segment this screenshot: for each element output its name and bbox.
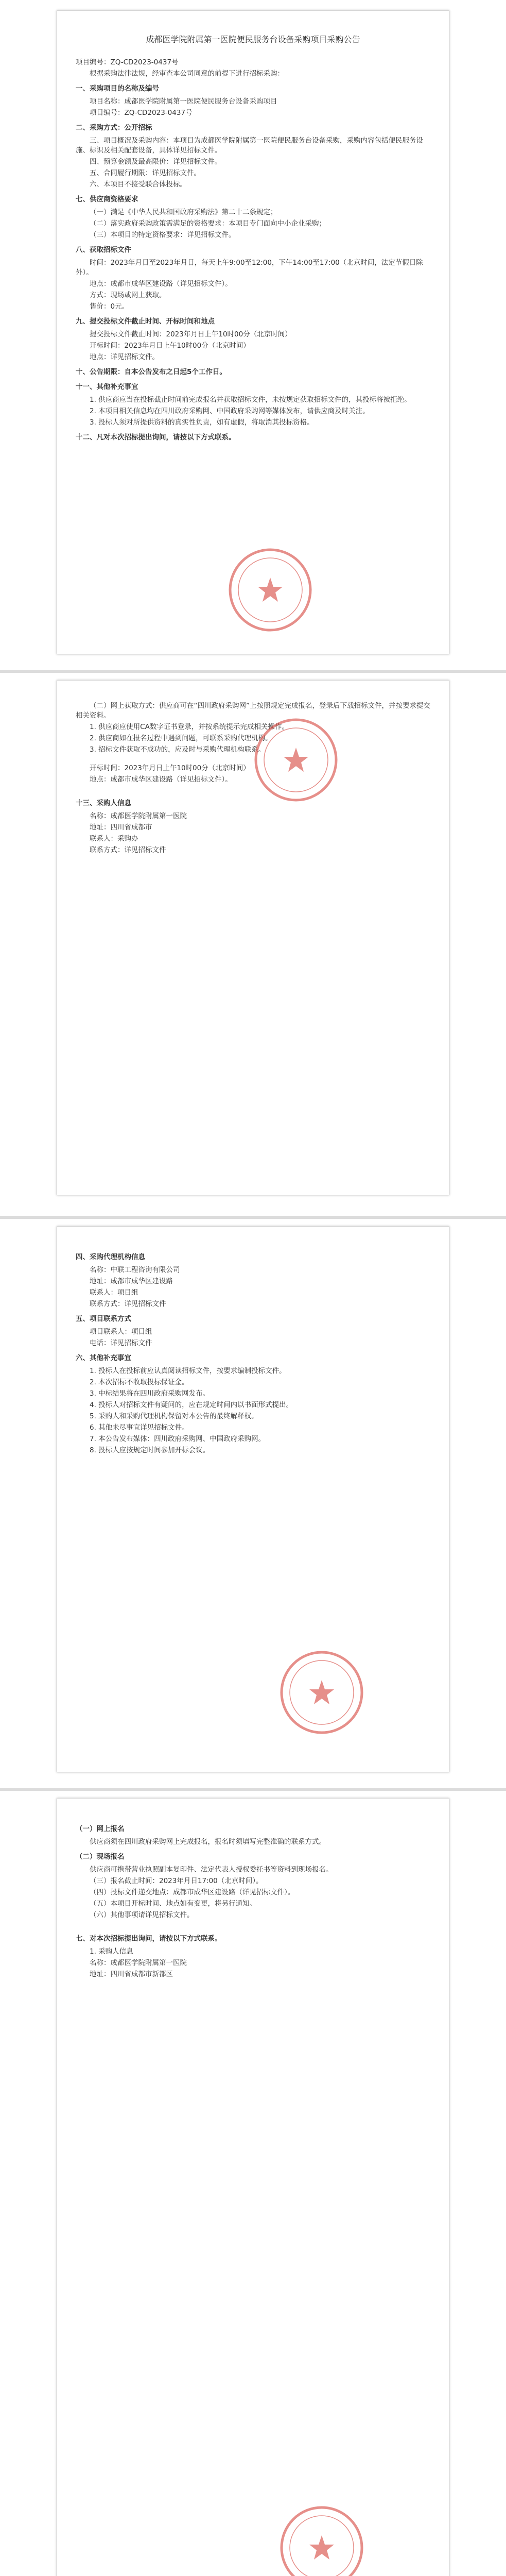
- paragraph: 名称：成都医学院附属第一医院: [90, 812, 187, 820]
- section-heading: 四、采购代理机构信息: [76, 1253, 145, 1261]
- paragraph: 项目联系人：项目组: [90, 1328, 152, 1336]
- paragraph: 地址：四川省成都市新都区: [90, 1970, 173, 1978]
- paragraph: 开标时间：2023年月日上午10时00分（北京时间）: [90, 764, 250, 772]
- section-heading: 七、供应商资格要求: [76, 195, 138, 204]
- page-divider: [0, 1216, 506, 1219]
- paragraph: 2. 本项目相关信息均在四川政府采购网、中国政府采购网等媒体发布，请供应商及时关注。: [90, 407, 370, 415]
- paragraph: 3. 招标文件获取不成功的，应及时与采购代理机构联系。: [90, 745, 266, 754]
- paragraph: 六、本项目不接受联合体投标。: [90, 180, 187, 189]
- paragraph: 地址：成都市成华区建设路: [90, 1277, 173, 1285]
- paragraph: 1. 投标人在投标前应认真阅读招标文件，按要求编制投标文件。: [90, 1367, 286, 1375]
- paragraph: 电话：详见招标文件: [90, 1339, 152, 1347]
- paragraph: 开标时间：2023年月日上午10时00分（北京时间）: [90, 342, 250, 350]
- paragraph: （二）落实政府采购政策需满足的资格要求：本项目专门面向中小企业采购；: [90, 219, 326, 228]
- section-heading: 二、采购方式：公开招标: [76, 124, 152, 132]
- paragraph: 方式：现场或网上获取。: [90, 291, 166, 299]
- paragraph: 地点：成都市成华区建设路（详见招标文件）。: [90, 775, 232, 784]
- paragraph: 1. 供应商应使用CA数字证书登录，并按系统提示完成相关操作。: [90, 723, 289, 731]
- page-divider: [0, 670, 506, 673]
- document-page-4: [57, 1798, 449, 2576]
- paragraph: 时间：2023年月日至2023年月日，每天上午9:00至12:00，下午14:00至17:00（北京时间，法定节假日除外）。: [76, 259, 423, 277]
- paragraph: 供应商可携带营业执照副本复印件、法定代表人授权委托书等资料到现场报名。: [90, 1866, 333, 1874]
- section-heading: 五、项目联系方式: [76, 1315, 131, 1323]
- paragraph: 三、项目概况及采购内容：本项目为成都医学院附属第一医院便民服务台设备采购，采购内容包括便民服务设施、标识及相关配套设备，具体详见招标文件。: [76, 137, 423, 155]
- page-title: 成都医学院附属第一医院便民服务台设备采购项目采购公告: [146, 35, 360, 44]
- page1-body: [76, 84, 430, 443]
- paragraph: 四、预算金额及最高限价：详见招标文件。: [90, 158, 222, 166]
- section-heading: 八、获取招标文件: [76, 246, 131, 254]
- paragraph: 2. 供应商如在报名过程中遇到问题，可联系采购代理机构。: [90, 734, 272, 742]
- paragraph: （一）满足《中华人民共和国政府采购法》第二十二条规定；: [90, 208, 277, 216]
- official-seal-image: [253, 717, 339, 803]
- paragraph: 2. 本次招标不收取投标保证金。: [90, 1378, 189, 1386]
- paragraph: （四）投标文件递交地点：成都市成华区建设路（详见招标文件）。: [90, 1888, 295, 1896]
- paragraph: 地址：四川省成都市: [90, 823, 152, 832]
- page-divider: [0, 1788, 506, 1791]
- paragraph: 地点：成都市成华区建设路（详见招标文件）。: [90, 280, 232, 288]
- paragraph: 五、合同履行期限：详见招标文件。: [90, 169, 201, 177]
- paragraph: 联系人：项目组: [90, 1289, 138, 1297]
- paragraph: 5. 采购人和采购代理机构保留对本公告的最终解释权。: [90, 1412, 258, 1420]
- paragraph: 3. 中标结果将在四川政府采购网发布。: [90, 1389, 210, 1398]
- paragraph: 3. 投标人须对所提供资料的真实性负责，如有虚假，将取消其投标资格。: [90, 418, 314, 427]
- section-heading: （二）现场报名: [76, 1853, 125, 1861]
- paragraph: （三）报名截止时间：2023年月日17:00（北京时间）。: [90, 1877, 263, 1885]
- paragraph: 提交投标文件截止时间：2023年月日上午10时00分（北京时间）: [90, 330, 292, 338]
- paragraph: 联系方式：详见招标文件: [90, 846, 166, 854]
- paragraph: 项目编号：ZQ-CD2023-0437号: [90, 109, 193, 117]
- official-seal-image: [227, 547, 313, 633]
- official-seal-image: [278, 1649, 365, 1736]
- document-page-2: [57, 680, 449, 1195]
- intro-paragraph: 根据采购法律法规，经审查本公司同意的前提下进行招标采购：: [90, 70, 284, 78]
- section-heading: 十、公告期限：自本公告发布之日起5个工作日。: [76, 368, 226, 376]
- paragraph: 6. 其他未尽事宜详见招标文件。: [90, 1423, 189, 1432]
- section-heading: 十一、其他补充事宜: [76, 383, 138, 391]
- paragraph: 1. 供应商应当在投标截止时间前完成报名并获取招标文件，未按规定获取招标文件的，其投标将被拒绝。: [90, 396, 411, 404]
- official-seal-image: [278, 2504, 365, 2576]
- section-heading: 十三、采购人信息: [76, 799, 131, 807]
- section-heading: 一、采购项目的名称及编号: [76, 84, 159, 93]
- paragraph: 供应商须在四川政府采购网上完成报名，报名时须填写完整准确的联系方式。: [90, 1838, 326, 1846]
- paragraph: 地点：详见招标文件。: [90, 353, 159, 361]
- paragraph: （五）本项目开标时间、地点如有变更，将另行通知。: [90, 1900, 256, 1908]
- paragraph: （二）网上获取方式：供应商可在“四川政府采购网”上按照规定完成报名，登录后下载招标文件，并按要求提交相关资料。: [76, 702, 430, 720]
- paragraph: 联系方式：详见招标文件: [90, 1300, 166, 1308]
- paragraph: 1. 采购人信息: [90, 1947, 133, 1956]
- paragraph: 售价：0元。: [90, 302, 129, 311]
- section-heading: 七、对本次招标提出询问，请按以下方式联系。: [76, 1935, 222, 1943]
- paragraph: 7. 本公告发布媒体：四川政府采购网、中国政府采购网。: [90, 1435, 266, 1443]
- section-heading: 六、其他补充事宜: [76, 1354, 131, 1362]
- section-heading: 九、提交投标文件截止时间、开标时间和地点: [76, 317, 215, 326]
- section-heading: （一）网上报名: [76, 1825, 125, 1833]
- paragraph: 名称：成都医学院附属第一医院: [90, 1959, 187, 1967]
- paragraph: 联系人：采购办: [90, 835, 138, 843]
- paragraph: 项目名称：成都医学院附属第一医院便民服务台设备采购项目: [90, 97, 277, 106]
- project-info: 项目编号：ZQ-CD2023-0437号: [76, 58, 179, 66]
- document-page-1: [57, 10, 449, 654]
- paragraph: （三）本项目的特定资格要求：详见招标文件。: [90, 231, 236, 239]
- paragraph: （六）其他事项请详见招标文件。: [90, 1911, 194, 1919]
- section-heading: 十二、凡对本次招标提出询问，请按以下方式联系。: [76, 433, 236, 442]
- document-page-3: [57, 1226, 449, 1772]
- paragraph: 4. 投标人对招标文件有疑问的，应在规定时间内以书面形式提出。: [90, 1401, 293, 1409]
- paragraph: 名称：中联工程咨询有限公司: [90, 1266, 180, 1274]
- paragraph: 8. 投标人应按规定时间参加开标会议。: [90, 1446, 210, 1454]
